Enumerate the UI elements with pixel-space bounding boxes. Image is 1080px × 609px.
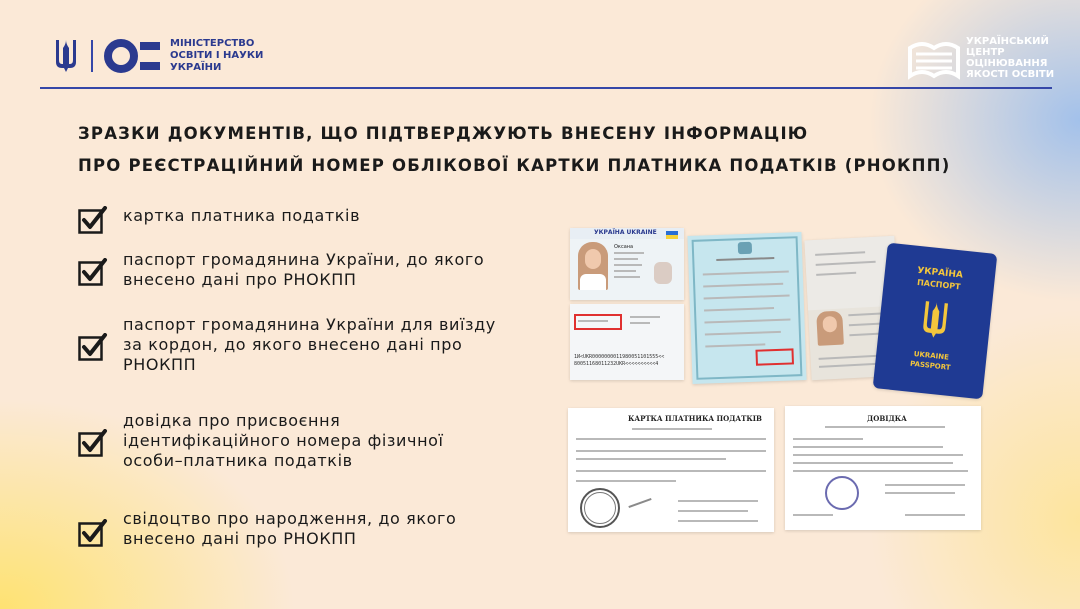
list-item — [78, 509, 498, 551]
id-card-mrz: 1И<UKR0000000011980051101555<< 80051168011232UKR<<<<<<<<<<4 — [574, 354, 665, 367]
trident-icon — [919, 299, 951, 342]
list-item-text: картка платника податків — [123, 206, 361, 225]
id-card-back-image — [570, 304, 684, 380]
id-card-front-image: УКРАЇНА UKRAINE Оксана — [570, 228, 684, 300]
id-card-header: УКРАЇНА UKRAINE — [594, 229, 657, 236]
passport-cover-image: УКРАЇНА ПАСПОРТ UKRAINE PASSPORT — [873, 243, 998, 400]
certificate-image — [785, 406, 981, 530]
list-item-text: паспорт громадянина України для виїзду за кордон, до якого внесено дані про РНОКПП — [123, 315, 496, 374]
checkbox-checked-icon — [78, 429, 108, 457]
list-item — [78, 315, 498, 377]
rnokpp-highlight — [574, 314, 622, 330]
list-item — [78, 204, 498, 238]
tax-card-image — [568, 408, 774, 532]
list-item — [78, 411, 498, 473]
checkbox-checked-icon — [78, 333, 108, 361]
list-item-text: паспорт громадянина України, до якого внесено дані про РНОКПП — [123, 250, 485, 289]
checkbox-checked-icon — [78, 519, 108, 547]
list-item-text: свідоцтво про народження, до якого внесено дані про РНОКПП — [123, 509, 457, 548]
header — [0, 0, 1080, 90]
page-title-line-1: ЗРАЗКИ ДОКУМЕНТІВ, ЩО ПІДТВЕРДЖУЮТЬ ВНЕСЕНУ ІНФОРМАЦІЮ — [78, 124, 809, 143]
header-divider — [91, 40, 93, 72]
page-title-line-2: ПРО РЕЄСТРАЦІЙНИЙ НОМЕР ОБЛІКОВОЇ КАРТКИ ПЛАТНИКА ПОДАТКІВ (РНОКПП) — [78, 156, 951, 175]
rnokpp-highlight — [755, 348, 794, 365]
list-item — [78, 250, 498, 292]
list-item-text: довідка про присвоєння ідентифікаційного номера фізичної особи–платника податків — [123, 411, 444, 470]
trident-icon — [54, 38, 78, 74]
ucoz-logo-icon — [908, 38, 960, 80]
certificate-title: ДОВІДКА — [867, 414, 907, 423]
tax-card-title: КАРТКА ПЛАТНИКА ПОДАТКІВ — [628, 414, 762, 423]
header-rule — [40, 87, 1052, 89]
checkbox-checked-icon — [78, 206, 108, 234]
checkbox-checked-icon — [78, 258, 108, 286]
center-name: УКРАЇНСЬКИЙ ЦЕНТР ОЦІНЮВАННЯ ЯКОСТІ ОСВІТИ — [966, 36, 1055, 80]
ministry-name: МІНІСТЕРСТВО ОСВІТИ І НАУКИ УКРАЇНИ — [170, 38, 264, 73]
photo-placeholder — [578, 242, 608, 290]
ministry-logo-icon — [104, 38, 162, 74]
birth-certificate-image — [687, 232, 806, 384]
